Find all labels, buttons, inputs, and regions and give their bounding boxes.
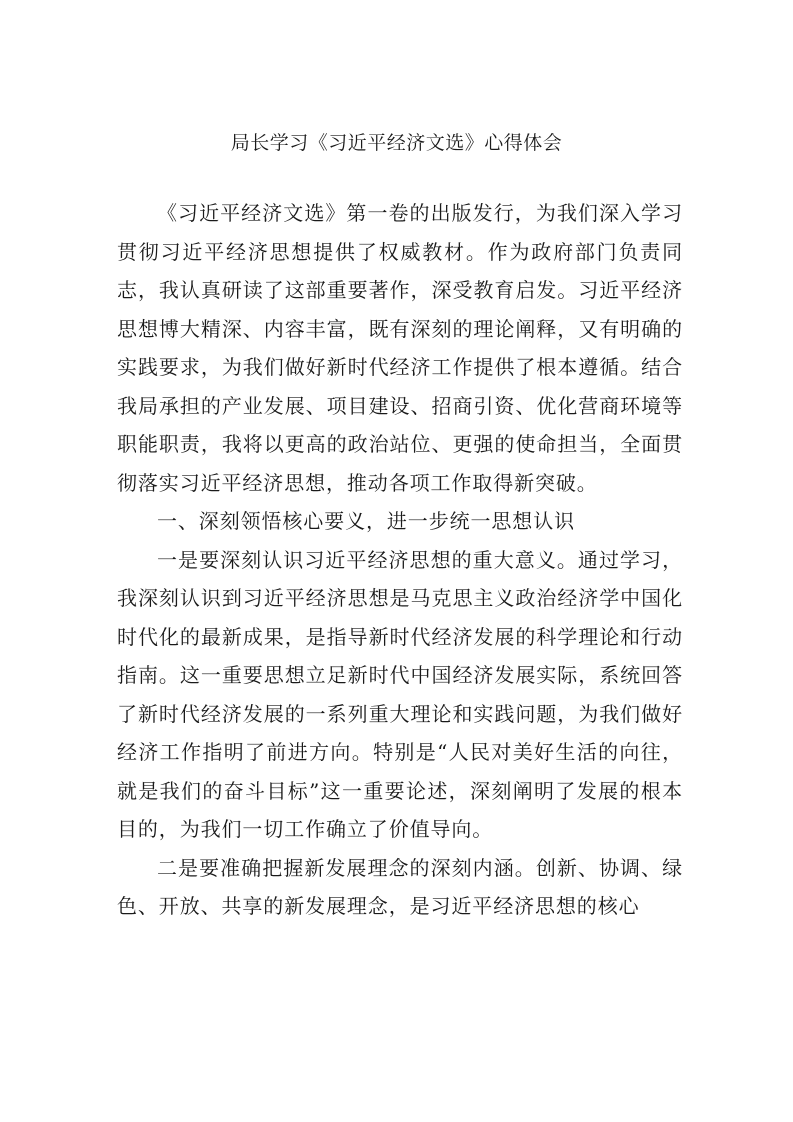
document-title: 局长学习《习近平经济文选》心得体会 (230, 132, 563, 154)
section-heading-1: 一、深刻领悟核心要义，进一步统一思想认识 (157, 509, 575, 533)
paragraph-intro: 《习近平经济文选》第一卷的出版发行，为我们深入学习贯彻习近平经济思想提供了权威教材。作为政府部门负责同志，我认真研读了这部重要著作，深受教育启发。习近平经济思想博大精深、内容丰富，既有深刻的理论阐释，又有明确的实践要求，为我们做好新时代经济工作提供了根本遵循。结合我局承担的产业发展、项目建设、招商引资、优化营商环境等职能职责，我将以更高的政治站位、更强的使命担当，全面贯彻落实习近平经济思想，推动各项工作取得新突破。 (117, 201, 683, 495)
document-body (117, 194, 683, 926)
paragraph-point-1: 一是要深刻认识习近平经济思想的重大意义。通过学习，我深刻认识到习近平经济思想是马克思主义政治经济学中国化时代化的最新成果，是指导新时代经济发展的科学理论和行动指南。这一重要思想立足新时代中国经济发展实际，系统回答了新时代经济发展的一系列重大理论和实践问题，为我们做好经济工作指明了前进方向。特别是“人民对美好生活的向往，就是我们的奋斗目标”这一重要论述，深刻阐明了发展的根本目的，为我们一切工作确立了价值导向。 (117, 547, 683, 841)
paragraph-point-2: 二是要准确把握新发展理念的深刻内涵。创新、协调、绿色、开放、共享的新发展理念，是习近平经济思想的核心 (117, 855, 683, 918)
